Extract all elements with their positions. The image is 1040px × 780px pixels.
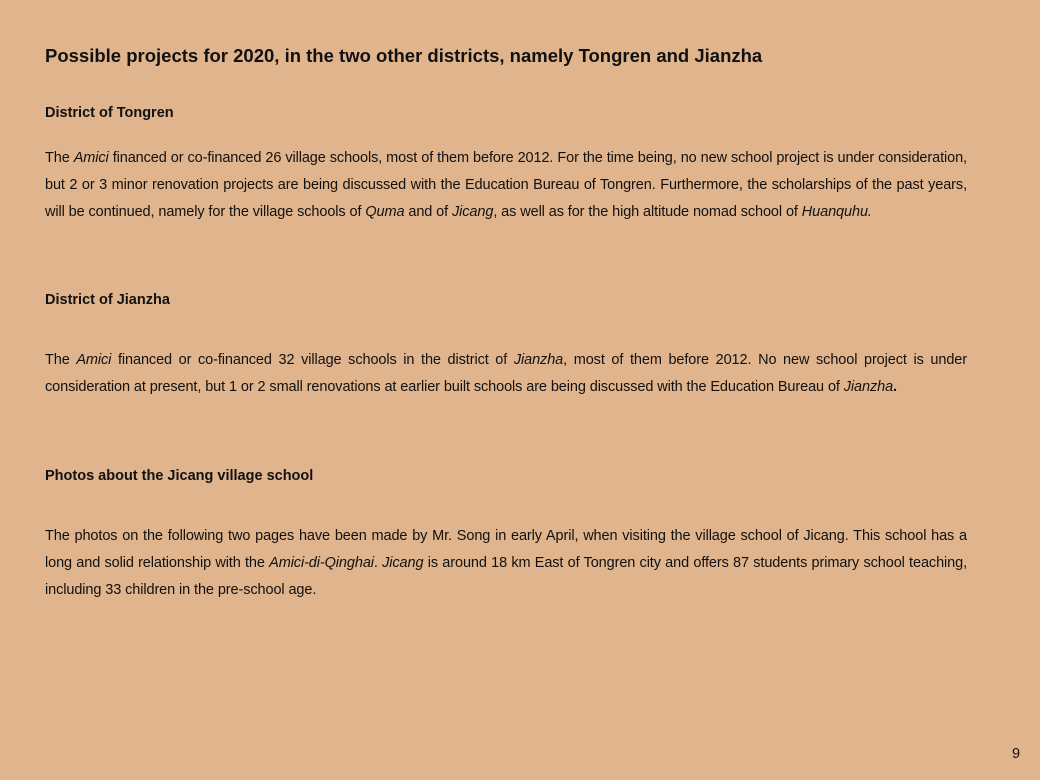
paragraph-jianzha: [45, 347, 967, 401]
italic-text-run: Jianzha: [513, 352, 564, 368]
italic-text-run: .: [867, 204, 872, 220]
text-run: The photos on the following two pages have been made by Mr. Song in early April, when visiting the village school of Jicang. This school has a long and solid relationship with the: [45, 528, 967, 571]
text-run: .: [373, 555, 383, 571]
bold-text-run: .: [893, 379, 897, 395]
italic-text-run: Amici-di-Qinghai: [269, 555, 374, 571]
text-run: , as well as for the high altitude nomad school of: [493, 204, 802, 220]
section-heading-jianzha: District of Jianzha: [45, 292, 170, 308]
italic-text-run: Huanquhu: [801, 204, 868, 220]
text-run: financed or co-financed 32 village schools in the district of: [111, 352, 514, 368]
text-run: is around 18 km East of Tongren city and offers 87 students primary school teaching, including 33 children in the pre-school age.: [45, 555, 968, 598]
text-run: financed or co-financed 26 village schools, most of them before 2012. For the time being, no new school project is under consideration, but 2 or 3 minor renovation projects are being discussed with the Education Bureau of Tongren. Furthermore, the scholarships of the past years, will be continued, namely for the village schools of: [45, 150, 967, 220]
text-run: and of: [404, 204, 452, 220]
italic-text-run: Quma: [365, 204, 405, 220]
text-run: , most of them before 2012. No new school project is under consideration at present, but 1 or 2 small renovations at earlier built schools are being discussed with the Education Bureau of: [45, 352, 967, 395]
section-heading-photos: Photos about the Jicang village school: [45, 468, 314, 484]
section-heading-tongren: District of Tongren: [45, 105, 174, 121]
italic-text-run: Amici: [73, 150, 109, 166]
page-number: 9: [1012, 746, 1021, 762]
italic-text-run: Amici: [76, 352, 112, 368]
italic-text-run: Jicang: [382, 555, 424, 571]
paragraph-photos: [45, 523, 967, 604]
text-run: The: [45, 150, 74, 166]
page-title: Possible projects for 2020, in the two other districts, namely Tongren and Jianzha: [45, 45, 763, 66]
italic-text-run: Jicang: [452, 204, 494, 220]
paragraph-tongren: [45, 145, 967, 226]
italic-text-run: Jianzha: [843, 379, 894, 395]
text-run: The: [45, 352, 77, 368]
